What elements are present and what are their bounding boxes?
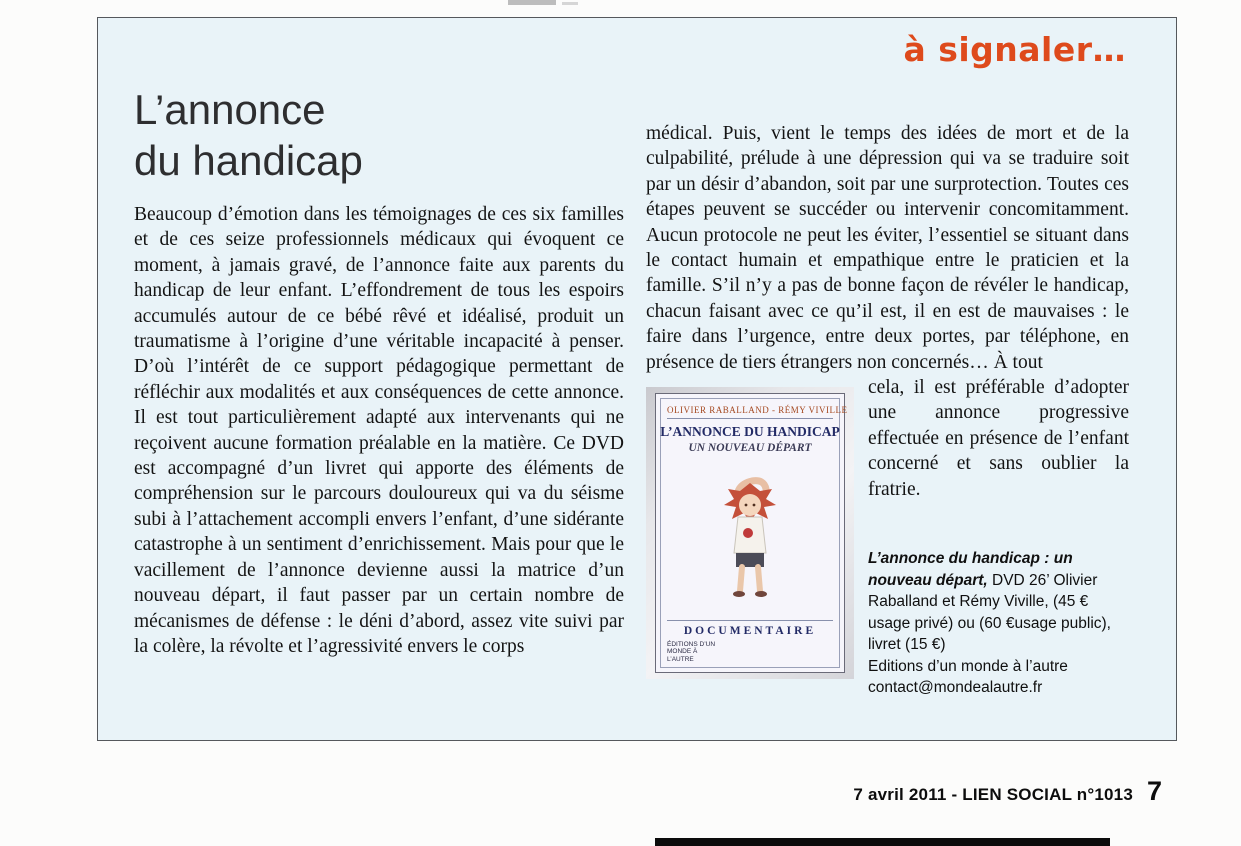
section-label: à signaler… xyxy=(903,30,1126,69)
scan-artifact xyxy=(508,0,556,5)
left-column xyxy=(134,84,624,659)
wrap-section xyxy=(646,375,1129,699)
caption-title: L’annonce du handicap : un nouveau départ, xyxy=(868,550,1073,589)
footer-page-number: 7 xyxy=(1146,776,1162,806)
article-title-line1: L’annonce xyxy=(134,86,326,133)
dvd-publisher-logo: ÉDITIONS D’UN MONDE À L’AUTRE xyxy=(667,640,716,663)
article-paragraph-wrap: cela, il est préférable d’adopter une annonce progressive effectuée en présence de l’enfant concerné et sans oublier la fratrie. xyxy=(868,377,1129,500)
dvd-cover xyxy=(655,393,848,673)
article-title-line2: du handicap xyxy=(134,137,363,184)
caption-contact-email: contact@mondealautre.fr xyxy=(868,679,1043,697)
dvd-title: L’ANNONCE DU HANDICAP xyxy=(660,424,840,440)
footer-issue-info: 7 avril 2011 - LIEN SOCIAL n°1013 xyxy=(853,785,1133,804)
dvd-cover-frame xyxy=(660,398,848,668)
dvd-cover-illustration xyxy=(667,454,833,620)
dvd-subtitle: UN NOUVEAU DÉPART xyxy=(688,442,812,455)
caption-publisher: Editions d’un monde à l’autre xyxy=(868,657,1068,675)
page-footer xyxy=(853,776,1162,807)
dvd-authors: OLIVIER RABALLAND - RÉMY VIVILLE xyxy=(667,405,833,419)
article-paragraph-left: Beaucoup d’émotion dans les témoignages de ces six familles et de ces seize professionnels médicaux qui évoquent ce moment, à jamais gravé, de l’annonce faite aux parents du handicap de leur enfant. L’effondrement de tous les espoirs accumulés autour de ce bébé rêvé et idéalisé, produit un traumatisme à l’origine d’une véritable incapacité à penser. D’où l’intérêt de ce support pédagogique permettant de réfléchir aux modalités et aux conséquences de cette annonce. Il est tout particulièrement adapté aux intervenants qui ne reçoivent aucune formation préalable en la matière. Ce DVD est accompagné d’un livret qui apporte des éléments de compréhension sur le parcours douloureux qui va du séisme subi à l’attachement accompli envers l’enfant, d’une sidérante catastrophe à un sentiment d’enrichissement. Mais pour que le vacillement de l’annonce devienne aussi la matrice d’un nouveau départ, il faut passer par un certain nombre de mécanismes de défense : le déni d’abord, assez vite suivi par la colère, la révolte et l’agressivité envers le corps xyxy=(134,204,624,657)
caption-details: DVD 26’ Olivier Raballand et Rémy Viville, (45 € usage privé) ou (60 €usage public), livret (15 €) xyxy=(868,571,1111,654)
article-paragraph-right: médical. Puis, vient le temps des idées de mort et de la culpabilité, prélude à une dépression qui va se traduire soit par un désir d’abandon, soit par une surprotection. Toutes ces étapes peuvent se succéder ou intervenir concomitamment. Aucun protocole ne peut les éviter, l’essentiel se situant dans le contact humain et empathique entre le praticien et la famille. S’il n’y a pas de bonne façon de révéler le handicap, chacun faisant avec ce qu’il est, il en est de mauvaises : le faire dans l’urgence, entre deux portes, par téléphone, en présence de tiers étrangers non concernés… À tout xyxy=(646,123,1129,373)
article-panel xyxy=(97,17,1177,741)
dvd-genre: DOCUMENTAIRE xyxy=(667,620,833,637)
scan-artifact xyxy=(562,2,578,5)
dvd-cover-figure xyxy=(646,387,854,679)
dvd-cover-scan-background xyxy=(646,387,854,679)
right-column xyxy=(646,121,1129,699)
girl-illustration-icon xyxy=(690,473,810,601)
article-title xyxy=(134,84,624,186)
scan-artifact xyxy=(655,838,1110,846)
